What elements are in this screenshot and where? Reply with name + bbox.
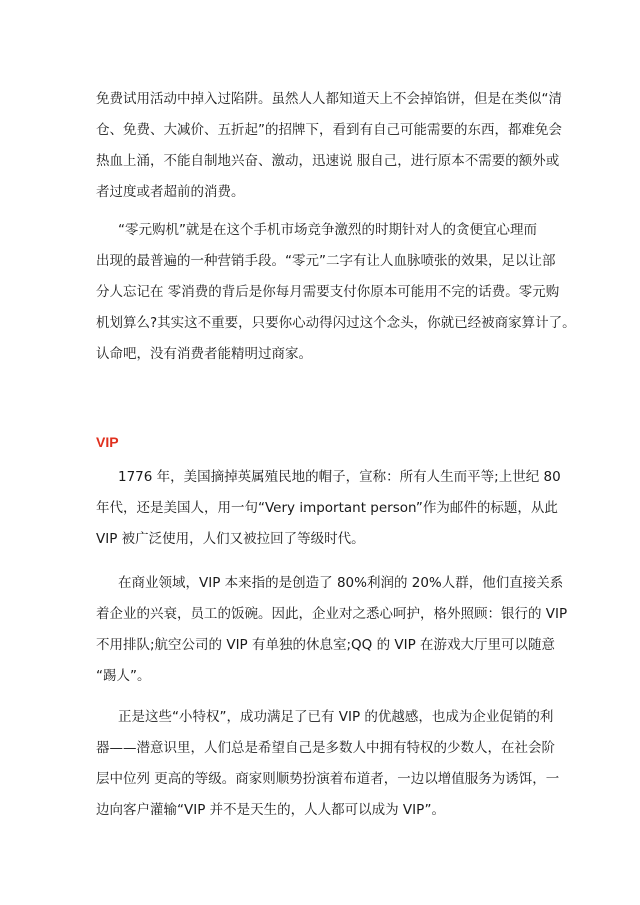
text-line: 机划算么?其实这不重要，只要你心动得闪过这个念头，你就已经被商家算计了。	[96, 315, 576, 331]
text-line: 在商业领域，VIP 本来指的是创造了 80%利润的 20%人群，他们直接关系	[118, 575, 564, 591]
section-heading-vip: VIP	[96, 434, 119, 450]
text-line: 着企业的兴衰，员工的饭碗。因此，企业对之悉心呵护，格外照顾：银行的 VIP	[96, 606, 568, 622]
text-line: 认命吧，没有消费者能精明过商家。	[96, 346, 312, 362]
paragraph-vip-history	[96, 462, 561, 555]
text-line: “踢人”。	[96, 668, 151, 684]
text-line: 出现的最普遍的一种营销手段。“零元”二字有让人血脉喷张的效果，足以让部	[96, 253, 556, 269]
text-line: 边向客户灌输“VIP 并不是天生的，人人都可以成为 VIP”。	[96, 802, 446, 818]
paragraph-zero-yuan-phone	[96, 215, 576, 370]
text-line: 不用排队;航空公司的 VIP 有单独的休息室;QQ 的 VIP 在游戏大厅里可以随意	[96, 637, 556, 653]
text-line: 器——潜意识里，人们总是希望自己是多数人中拥有特权的少数人，在社会阶	[96, 740, 555, 756]
text-line: 免费试用活动中掉入过陷阱。虽然人人都知道天上不会掉馅饼，但是在类似“清	[96, 91, 562, 107]
text-line: 热血上涌，不能自制地兴奋、激动，迅速说 服自己，进行原本不需要的额外或	[96, 153, 560, 169]
text-line: 1776 年，美国摘掉英属殖民地的帽子，宣称：所有人生而平等;上世纪 80	[118, 469, 561, 485]
text-line: 者过度或者超前的消费。	[96, 184, 245, 200]
paragraph-free-trial-trap	[96, 84, 562, 208]
text-line: “零元购机”就是在这个手机市场竞争激烈的时期针对人的贪便宜心理而	[118, 222, 537, 238]
text-line: 层中位列 更高的等级。商家则顺势扮演着布道者，一边以增值服务为诱饵，一	[96, 771, 560, 787]
text-line: VIP 被广泛使用，人们又被拉回了等级时代。	[96, 531, 365, 547]
text-line: 分人忘记在 零消费的背后是你每月需要支付你原本可能用不完的话费。零元购	[96, 284, 560, 300]
paragraph-vip-privilege	[96, 702, 560, 826]
text-line: 正是这些“小特权”，成功满足了已有 VIP 的优越感，也成为企业促销的利	[118, 709, 554, 725]
text-line: 年代，还是美国人，用一句“Very important person”作为邮件的标题，从此	[96, 500, 558, 516]
text-line: 仓、免费、大减价、五折起”的招牌下，看到有自己可能需要的东西，都难免会	[96, 122, 562, 138]
paragraph-vip-business	[96, 568, 568, 692]
